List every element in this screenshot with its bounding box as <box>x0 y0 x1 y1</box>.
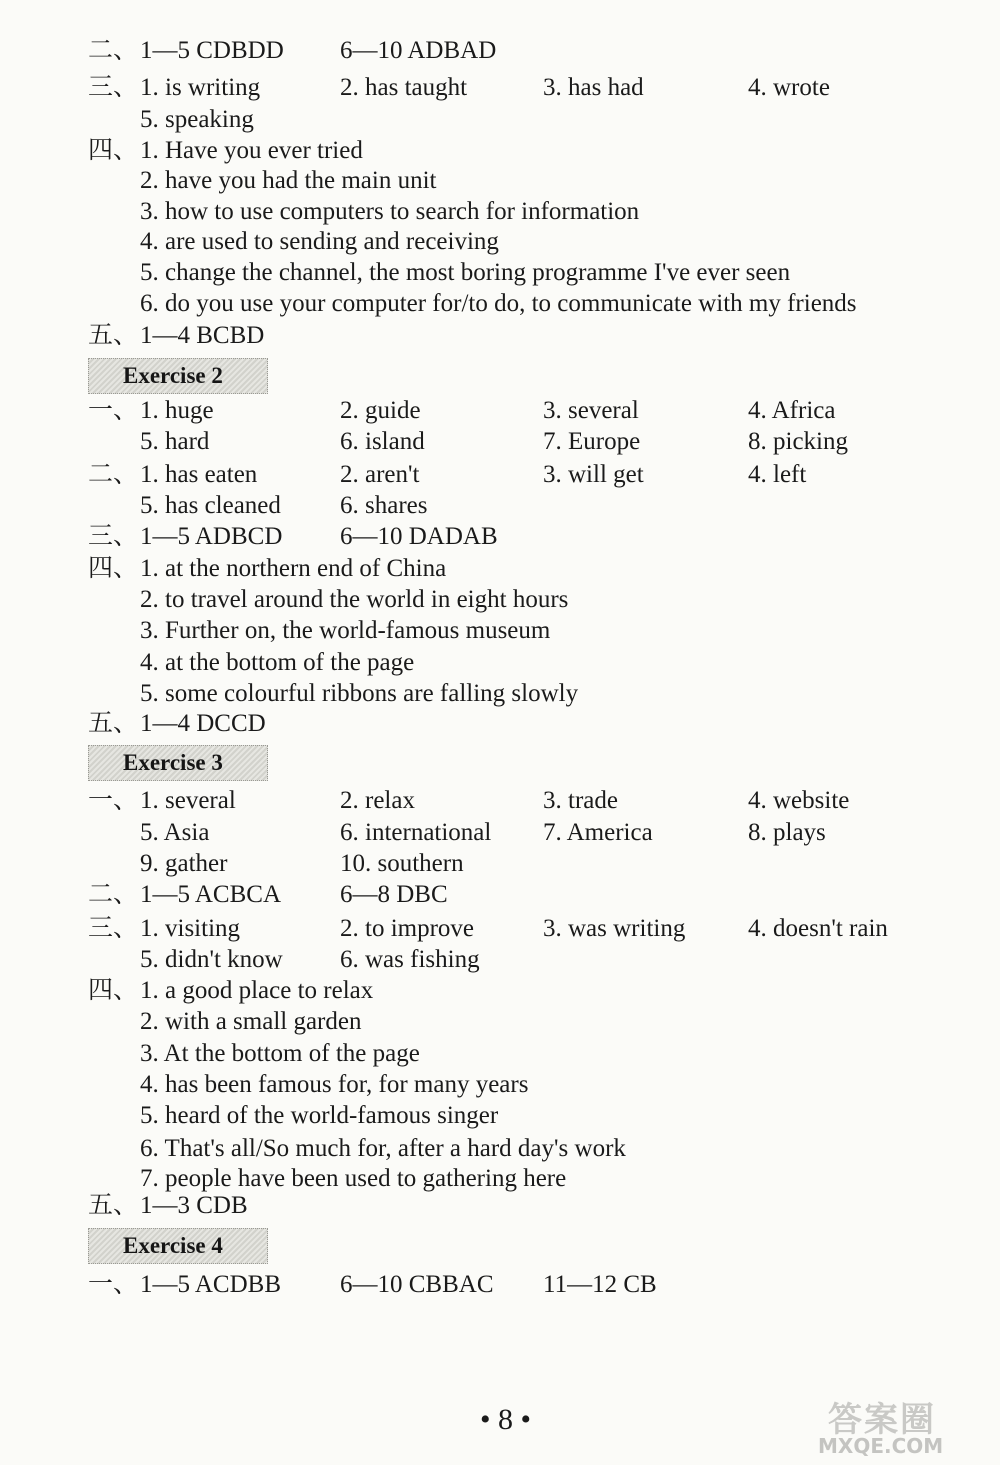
answer: 3. how to use computers to search for information <box>140 198 640 225</box>
answer: 3. Further on, the world-famous museum <box>140 617 551 644</box>
answer: 2. relax <box>340 787 415 814</box>
answer: 2. has taught <box>340 74 468 101</box>
answer: 4. left <box>748 461 807 488</box>
answer: 10. southern <box>340 850 464 877</box>
section-label: 五、 <box>88 1192 139 1219</box>
answer: 5. some colourful ribbons are falling slowly <box>140 680 579 707</box>
answer: 4. at the bottom of the page <box>140 649 415 676</box>
answer: 9. gather <box>140 850 228 877</box>
answer: 1. has eaten <box>140 461 258 488</box>
exercise-title: Exercise 3 <box>123 750 223 775</box>
answer: 1—5 CDBDD <box>140 37 284 64</box>
answer: 1. is writing <box>140 74 261 101</box>
answer: 3. has had <box>543 74 644 101</box>
answer: 1—5 ACBCA <box>140 881 282 908</box>
answer: 6. That's all/So much for, after a hard day's work <box>140 1135 626 1162</box>
answer: 3. several <box>543 397 639 424</box>
answer: 11—12 CB <box>543 1271 657 1298</box>
section-label: 三、 <box>88 74 139 101</box>
watermark-logo <box>810 1390 990 1460</box>
answer: 6. was fishing <box>340 946 480 973</box>
answer: 5. speaking <box>140 106 254 133</box>
answer: 1. Have you ever tried <box>140 137 363 164</box>
answer: 1. at the northern end of China <box>140 555 447 582</box>
section-label: 一、 <box>88 787 139 814</box>
section-label: 二、 <box>88 461 139 488</box>
answer: 3. At the bottom of the page <box>140 1040 420 1067</box>
exercise-title: Exercise 2 <box>123 363 223 388</box>
answer: 5. hard <box>140 428 210 455</box>
section-label: 一、 <box>88 397 139 424</box>
answer: 6. do you use your computer for/to do, to communicate with my friends <box>140 290 857 317</box>
answer: 6. island <box>340 428 425 455</box>
answer: 5. didn't know <box>140 946 283 973</box>
answer: 7. people have been used to gathering here <box>140 1165 567 1192</box>
answer: 2. aren't <box>340 461 420 488</box>
answer: 1. visiting <box>140 915 241 942</box>
answer: 2. guide <box>340 397 421 424</box>
answer: 1—3 CDB <box>140 1192 248 1219</box>
answer: 2. with a small garden <box>140 1008 362 1035</box>
section-label: 三、 <box>88 523 139 550</box>
answer: 4. website <box>748 787 850 814</box>
answer: 1—4 DCCD <box>140 710 266 737</box>
answer: 6—10 ADBAD <box>340 37 497 64</box>
section-label: 五、 <box>88 710 139 737</box>
answer: 6. international <box>340 819 492 846</box>
answer: 4. wrote <box>748 74 830 101</box>
answer: 6—10 DADAB <box>340 523 498 550</box>
answer: 4. Africa <box>748 397 836 424</box>
answer: 7. Europe <box>543 428 641 455</box>
exercise-4-banner <box>88 1228 268 1264</box>
answer: 1—5 ACDBB <box>140 1271 282 1298</box>
exercise-2-banner <box>88 358 268 394</box>
answer: 1. a good place to relax <box>140 977 374 1004</box>
section-label: 五、 <box>88 322 139 349</box>
section-label: 一、 <box>88 1271 139 1298</box>
section-label: 二、 <box>88 881 139 908</box>
answer: 5. has cleaned <box>140 492 281 519</box>
section-label: 三、 <box>88 915 139 942</box>
answer: 3. will get <box>543 461 644 488</box>
answer: 4. has been famous for, for many years <box>140 1071 529 1098</box>
exercise-title: Exercise 4 <box>123 1233 223 1258</box>
answer: 1—5 ADBCD <box>140 523 283 550</box>
answer: 1—4 BCBD <box>140 322 265 349</box>
answer: 4. are used to sending and receiving <box>140 228 499 255</box>
answer: 2. to travel around the world in eight hours <box>140 586 569 613</box>
answer: 8. picking <box>748 428 848 455</box>
answer: 2. have you had the main unit <box>140 167 437 194</box>
answer: 4. doesn't rain <box>748 915 888 942</box>
section-label: 四、 <box>88 977 139 1004</box>
answer: 6—8 DBC <box>340 881 448 908</box>
answer: 5. Asia <box>140 819 210 846</box>
answer: 3. trade <box>543 787 618 814</box>
exercise-3-banner <box>88 745 268 781</box>
watermark-text: 答案圈 <box>828 1400 936 1440</box>
answer: 7. America <box>543 819 653 846</box>
watermark-url: MXQE.COM <box>818 1434 944 1458</box>
answer: 1. huge <box>140 397 214 424</box>
answer: 3. was writing <box>543 915 686 942</box>
answer: 6—10 CBBAC <box>340 1271 494 1298</box>
answer: 6. shares <box>340 492 428 519</box>
answer: 2. to improve <box>340 915 475 942</box>
section-label: 二、 <box>88 37 139 64</box>
section-label: 四、 <box>88 137 139 164</box>
page-number: • 8 • <box>480 1403 532 1436</box>
answer: 5. heard of the world-famous singer <box>140 1102 499 1129</box>
section-label: 四、 <box>88 555 139 582</box>
answer: 1. several <box>140 787 236 814</box>
answer: 8. plays <box>748 819 826 846</box>
answer: 5. change the channel, the most boring programme I've ever seen <box>140 259 791 286</box>
